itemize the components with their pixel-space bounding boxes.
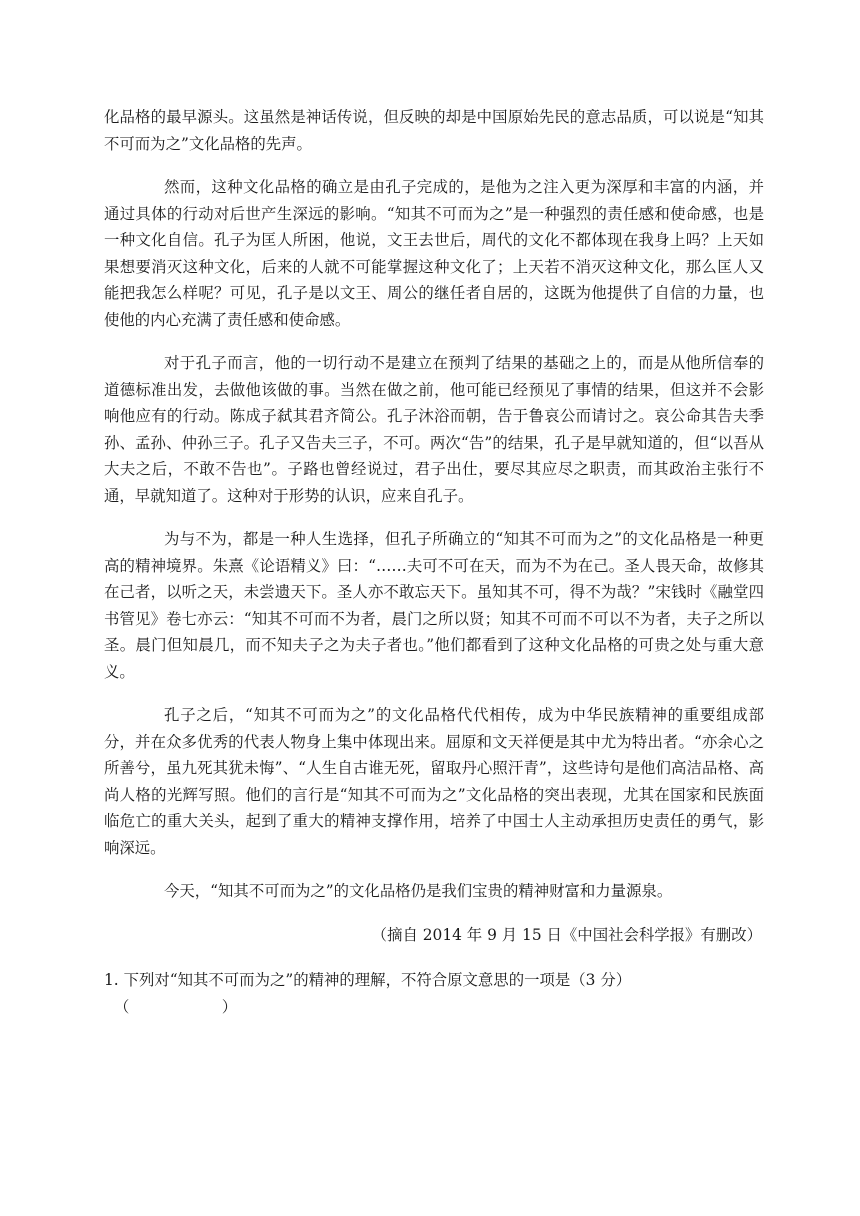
answer-bracket: （ ） <box>114 997 238 1016</box>
paragraph-confucius-establishment: 然而，这种文化品格的确立是由孔子完成的，是他为之注入更为深厚和丰富的内涵，并通过具体的行动对后世产生深远的影响。“知其不可而为之”是一种强烈的责任感和使命感，也是一种文化自信。孔子为匡人所困，他说，文王去世后，周代的文化不都体现在我身上吗？上天如果想要消灭这种文化，后来的人就不可能掌握这种文化了；上天若不消灭这种文化，那么匡人又能把我怎么样呢？可见，孔子是以文王、周公的继任者自居的，这既为他提供了自信的力量，也使他的内心充满了责任感和使命感。 <box>104 178 764 329</box>
paragraph-continuation: 化品格的最早源头。这虽然是神话传说，但反映的却是中国原始先民的意志品质，可以说是“知其不可而为之”文化品格的先声。 <box>104 108 764 153</box>
document-page <box>104 104 764 1020</box>
paragraph-confucius-action: 对于孔子而言，他的一切行动不是建立在预判了结果的基础之上的，而是从他所信奉的道德标准出发，去做他该做的事。当然在做之前，他可能已经预见了事情的结果，但这并不会影响他应有的行动。陈成子弑其君齐简公。孔子沐浴而朝，告于鲁哀公而请讨之。哀公命其告夫季孙、孟孙、仲孙三子。孔子又告夫三子，不可。两次“告”的结果，孔子是早就知道的，但“以吾从大夫之后，不敢不告也”。子路也曾经说过，君子出仕，要尽其应尽之职责，而其政治主张行不通，早就知道了。这种对于形势的认识，应来自孔子。 <box>104 354 764 505</box>
question-1: 1. 下列对“知其不可而为之”的精神的理解，不符合原文意思的一项是（3 分） <box>104 971 632 989</box>
source-citation: （摘自 2014 年 9 月 15 日《中国社会科学报》有删改） <box>371 925 762 944</box>
paragraph-today: 今天，“知其不可而为之”的文化品格仍是我们宝贵的精神财富和力量源泉。 <box>164 882 673 900</box>
paragraph-legacy: 孔子之后，“知其不可而为之”的文化品格代代相传，成为中华民族精神的重要组成部分，并在众多优秀的代表人物身上集中体现出来。屈原和文天祥便是其中尤为特出者。“亦余心之所善兮，虽九死其犹未悔”、“人生自古谁无死，留取丹心照汗青”，这些诗句是他们高洁品格、高尚人格的光辉写照。他们的言行是“知其不可而为之”文化品格的突出表现，尤其在国家和民族面临危亡的重大关头，起到了重大的精神支撑作用，培养了中国士人主动承担历史责任的勇气，影响深远。 <box>104 706 764 857</box>
paragraph-choice: 为与不为，都是一种人生选择，但孔子所确立的“知其不可而为之”的文化品格是一种更高的精神境界。朱熹《论语精义》曰：“……夫可不可在天，而为不为在己。圣人畏天命，故修其在己者，以听之天，未尝遗天下。圣人亦不敢忘天下。虽知其不可，得不为哉？”宋钱时《融堂四书管见》卷七亦云：“知其不可而不为者，晨门之所以贤；知其不可而不可以不为者，夫子之所以圣。晨门但知晨几，而不知夫子之为夫子者也。”他们都看到了这种文化品格的可贵之处与重大意义。 <box>104 530 764 681</box>
